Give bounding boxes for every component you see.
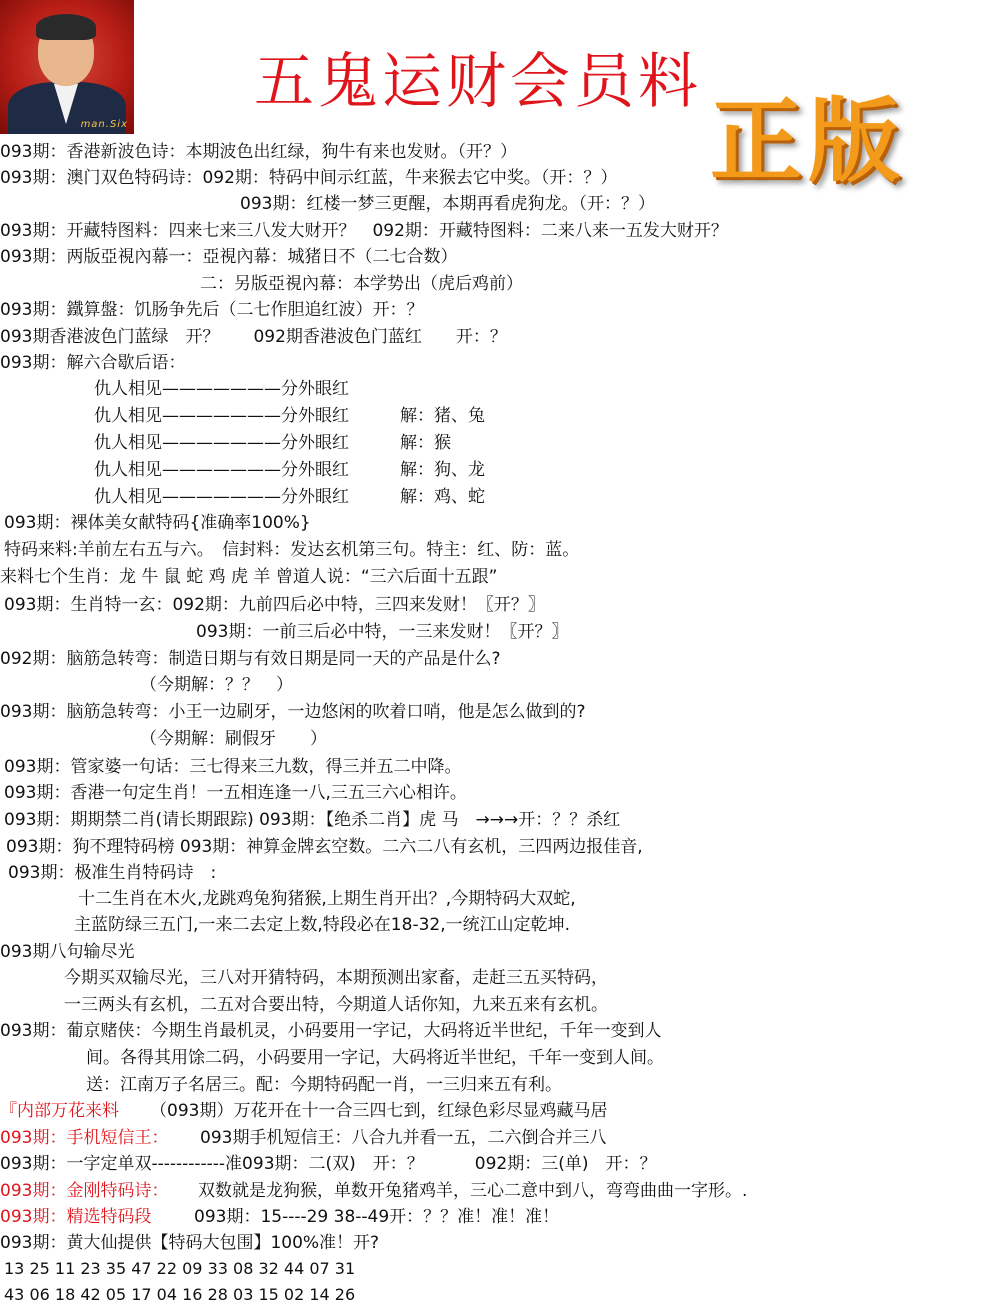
text-line: 093期：一前三后必中特，一三来发财！〖开？〗 bbox=[196, 622, 569, 642]
text-line: 仇人相见———————分外眼红 解：猪、兔 bbox=[94, 406, 485, 426]
text-line: 093期：生肖特一玄：092期：九前四后必中特，三四来发财！〖开？〗 bbox=[4, 595, 545, 615]
text-line: 双数就是龙狗猴，单数开兔猪鸡羊，三心二意中到八，弯弯曲曲一字形。. bbox=[198, 1181, 748, 1201]
text-line: 仇人相见———————分外眼红 解：狗、龙 bbox=[94, 460, 485, 480]
text-line: 093期：裸体美女献特码{准确率100%} bbox=[4, 513, 311, 533]
text-line: 093期：解六合歇后语： bbox=[0, 353, 186, 373]
text-line: 仇人相见———————分外眼红 bbox=[94, 379, 349, 399]
text-line: 送：江南万子名居三。配：今期特码配一肖，一三归来五有利。 bbox=[86, 1075, 562, 1095]
text-line: 093期：期期禁二肖(请长期跟踪) 093期：【绝杀二肖】虎 马 →→→开：？？杀红 bbox=[4, 810, 621, 830]
text-line-red: 093期：金刚特码诗： bbox=[0, 1181, 169, 1201]
text-line: （今期解：？？ ） bbox=[140, 675, 293, 695]
text-line: 093期八句输尽光 bbox=[0, 942, 135, 962]
header-photo bbox=[0, 0, 134, 134]
text-line: 093期：15----29 38--49开：？？准！准！准！ bbox=[194, 1207, 560, 1227]
text-line: 093期手机短信王：八合九并看一五，二六倒合并三八 bbox=[200, 1128, 607, 1148]
text-line: （今期解：刷假牙 ） bbox=[140, 729, 327, 749]
text-line: 093期：鐵算盤：饥肠争先后（二七作胆追红波）开：？ bbox=[0, 300, 424, 320]
text-line: 093期：葡京赌侠：今期生肖最机灵，小码要用一字记，大码将近半世纪，千年一变到人 bbox=[0, 1021, 662, 1041]
text-line: 来料七个生肖：龙 牛 鼠 蛇 鸡 虎 羊 曾道人说：“三六后面十五跟” bbox=[0, 567, 498, 587]
text-line: 仇人相见———————分外眼红 解：猴 bbox=[94, 433, 451, 453]
text-line-red: 093期：精选特码段 bbox=[0, 1207, 152, 1227]
text-line: 主蓝防绿三五门,一来二去定上数,特段必在18-32,一统江山定乾坤. bbox=[74, 915, 571, 935]
text-line: 今期买双输尽光，三八对开猜特码，本期预测出家畜，走赶三五买特码， bbox=[64, 968, 608, 988]
text-line: 093期：香港新波色诗：本期波色出红绿，狗牛有来也发财。（开？） bbox=[0, 142, 517, 162]
text-line: 二：另版亞視內幕：本学势出（虎后鸡前） bbox=[200, 274, 523, 294]
text-line: 093期：一字定单双------------准093期：二(双) 开：？ 092期：三(单) 开：？ bbox=[0, 1154, 657, 1174]
text-line: 093期：狗不理特码榜 093期：神算金牌玄空数。二六二八有玄机，三四两边报佳音, bbox=[6, 837, 643, 857]
text-line-red: 『内部万花来料 bbox=[0, 1101, 119, 1121]
text-line: 093期：香港一句定生肖！一五相连逢一八,三五三六心相许。 bbox=[4, 783, 467, 803]
text-line: 093期：管家婆一句话：三七得来三九数，得三并五二中降。 bbox=[4, 757, 462, 777]
text-line: 093期：开藏特图料：四来七来三八发大财开？ 092期：开藏特图料：二来八来一五发大财开？ bbox=[0, 221, 728, 241]
text-line: 特码来料:羊前左右五与六。 信封料：发达玄机第三句。特主：红、防：蓝。 bbox=[4, 540, 580, 560]
text-line: 十二生肖在木火,龙跳鸡兔狗猪猴,上期生肖开出？,今期特码大双蛇, bbox=[78, 889, 576, 909]
text-line: （093期）万花开在十一合三四七到，红绿色彩尽显鸡藏马居 bbox=[150, 1101, 608, 1121]
text-line: 093期：两版亞視內幕一：亞視內幕：城猪日不（二七合数） bbox=[0, 247, 458, 267]
text-line: 仇人相见———————分外眼红 解：鸡、蛇 bbox=[94, 487, 485, 507]
page-title: 五鬼运财会员料 bbox=[254, 47, 702, 117]
text-line: 一三两头有玄机，二五对合要出特，今期道人话你知，九来五来有玄机。 bbox=[64, 995, 608, 1015]
text-line: 093期：极准生肖特码诗 : bbox=[8, 863, 217, 883]
text-line: 093期：澳门双色特码诗：092期：特码中间示红蓝，牛来猴去它中奖。（开：？） bbox=[0, 168, 618, 188]
number-row: 13 25 11 23 35 47 22 09 33 08 32 44 07 31 bbox=[4, 1259, 356, 1278]
text-line: 093期香港波色门蓝绿 开？ 092期香港波色门蓝红 开：？ bbox=[0, 327, 507, 347]
photo-caption: man.Six bbox=[80, 119, 128, 130]
number-row: 43 06 18 42 05 17 04 16 28 03 15 02 14 26 bbox=[4, 1285, 356, 1304]
text-line-red: 093期：手机短信王： bbox=[0, 1128, 169, 1148]
text-line: 093期：红楼一梦三更醒，本期再看虎狗龙。（开：？） bbox=[240, 194, 655, 214]
text-line: 093期：脑筋急转弯：小王一边刷牙，一边悠闲的吹着口哨，他是怎么做到的? bbox=[0, 702, 586, 722]
text-line: 间。各得其用馀二码，小码要用一字记，大码将近半世纪，千年一变到人间。 bbox=[86, 1048, 664, 1068]
authentic-badge: 正版 bbox=[710, 88, 907, 195]
photo-hair bbox=[36, 14, 96, 40]
text-line: 093期：黄大仙提供【特码大包围】100%准！开? bbox=[0, 1233, 380, 1253]
text-line: 092期：脑筋急转弯：制造日期与有效日期是同一天的产品是什么? bbox=[0, 649, 501, 669]
